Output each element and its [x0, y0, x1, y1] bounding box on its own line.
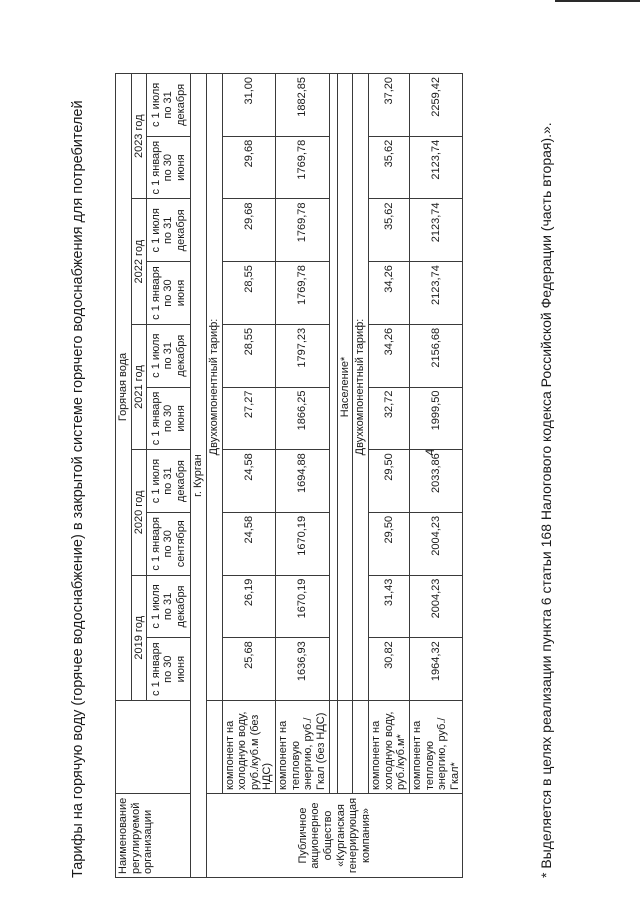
spacer-cell [353, 701, 369, 794]
value-cell: 1964,32 [409, 638, 463, 701]
year-header: 2021 год [131, 324, 147, 449]
value-cell: 35,62 [368, 136, 409, 199]
period-header: с 1 июля по 31 декабря [147, 575, 191, 638]
value-cell: 2123,74 [409, 136, 463, 199]
rotated-content [70, 20, 640, 890]
year-header: 2020 год [131, 450, 147, 575]
group-row: Население* [337, 74, 353, 701]
value-cell: 26,19 [222, 575, 276, 638]
spacer-cell [337, 701, 353, 794]
value-cell: 29,50 [368, 512, 409, 575]
value-cell: 1636,93 [276, 638, 330, 701]
value-cell: 1866,25 [276, 387, 330, 450]
value-cell: 2123,74 [409, 262, 463, 325]
value-cell: 31,00 [222, 74, 276, 137]
period-header: с 1 января по 30 июня [147, 262, 191, 325]
value-cell: 1769,78 [276, 199, 330, 262]
hot-water-header: Горячая вода [116, 74, 132, 701]
scan-edge-line [555, 0, 640, 2]
empty-header-cell [116, 701, 191, 794]
period-header: с 1 января по 30 июня [147, 136, 191, 199]
period-header: с 1 июля по 31 декабря [147, 199, 191, 262]
value-cell: 29,68 [222, 199, 276, 262]
page-number: 4 [423, 448, 437, 456]
value-cell: 34,26 [368, 324, 409, 387]
value-cell: 1769,78 [276, 262, 330, 325]
organization-cell: Публичное акционерное общество «Курганская генерирующая компания» [206, 794, 463, 878]
row-label: компонент на холодную воду, руб./куб.м (без НДС) [222, 701, 276, 794]
tariff-table [115, 73, 463, 878]
value-cell: 2156,68 [409, 324, 463, 387]
value-cell: 25,68 [222, 638, 276, 701]
section-header: Двухкомпонентный тариф: [206, 74, 222, 701]
value-cell: 2259,42 [409, 74, 463, 137]
value-cell: 1670,19 [276, 575, 330, 638]
value-cell: 28,55 [222, 262, 276, 325]
value-cell: 2004,23 [409, 512, 463, 575]
value-cell: 29,68 [222, 136, 276, 199]
org-header: Наименование регулируемой организации [116, 794, 191, 878]
row-label: компонент на тепловую энергию, руб./Гкал (без НДС) [276, 701, 330, 794]
value-cell: 1670,19 [276, 512, 330, 575]
value-cell: 1797,23 [276, 324, 330, 387]
spacer-cell [329, 701, 337, 794]
spacer-cell [206, 701, 222, 794]
year-header: 2023 год [131, 74, 147, 200]
year-header: 2019 год [131, 575, 147, 700]
value-cell: 30,82 [368, 638, 409, 701]
value-cell: 34,26 [368, 262, 409, 325]
city-row: г. Курган [191, 74, 207, 878]
page-title: Тарифы на горячую воду (горячее водоснабжение) в закрытой системе горячего водоснабжения для потребителей [70, 100, 86, 878]
value-cell: 29,50 [368, 450, 409, 513]
value-cell: 37,20 [368, 74, 409, 137]
value-cell: 24,58 [222, 450, 276, 513]
value-cell: 31,43 [368, 575, 409, 638]
row-label: компонент на холодную воду, руб./куб.м* [368, 701, 409, 794]
value-cell: 2004,23 [409, 575, 463, 638]
section-header: Двухкомпонентный тариф: [353, 74, 369, 701]
value-cell: 35,62 [368, 199, 409, 262]
value-cell: 32,72 [368, 387, 409, 450]
period-header: с 1 января по 30 июня [147, 638, 191, 701]
spacer-row [329, 74, 337, 701]
row-label: компонент на тепловую энергию, руб./Гкал* [409, 701, 463, 794]
value-cell: 1882,85 [276, 74, 330, 137]
period-header: с 1 января по 30 июня [147, 387, 191, 450]
value-cell: 1769,78 [276, 136, 330, 199]
footnote: * Выделяется в целях реализации пункта 6 статьи 168 Налогового кодекса Российской Федерации (часть вторая).». [538, 122, 554, 878]
period-header: с 1 июля по 31 декабря [147, 324, 191, 387]
value-cell: 1999,50 [409, 387, 463, 450]
period-header: с 1 июля по 31 декабря [147, 450, 191, 513]
year-header: 2022 год [131, 199, 147, 324]
value-cell: 24,58 [222, 512, 276, 575]
value-cell: 27,27 [222, 387, 276, 450]
period-header: с 1 января по 30 сентября [147, 512, 191, 575]
value-cell: 1694,88 [276, 450, 330, 513]
value-cell: 2123,74 [409, 199, 463, 262]
value-cell: 2033,86 [409, 450, 463, 513]
value-cell: 28,55 [222, 324, 276, 387]
period-header: с 1 июля по 31 декабря [147, 74, 191, 137]
